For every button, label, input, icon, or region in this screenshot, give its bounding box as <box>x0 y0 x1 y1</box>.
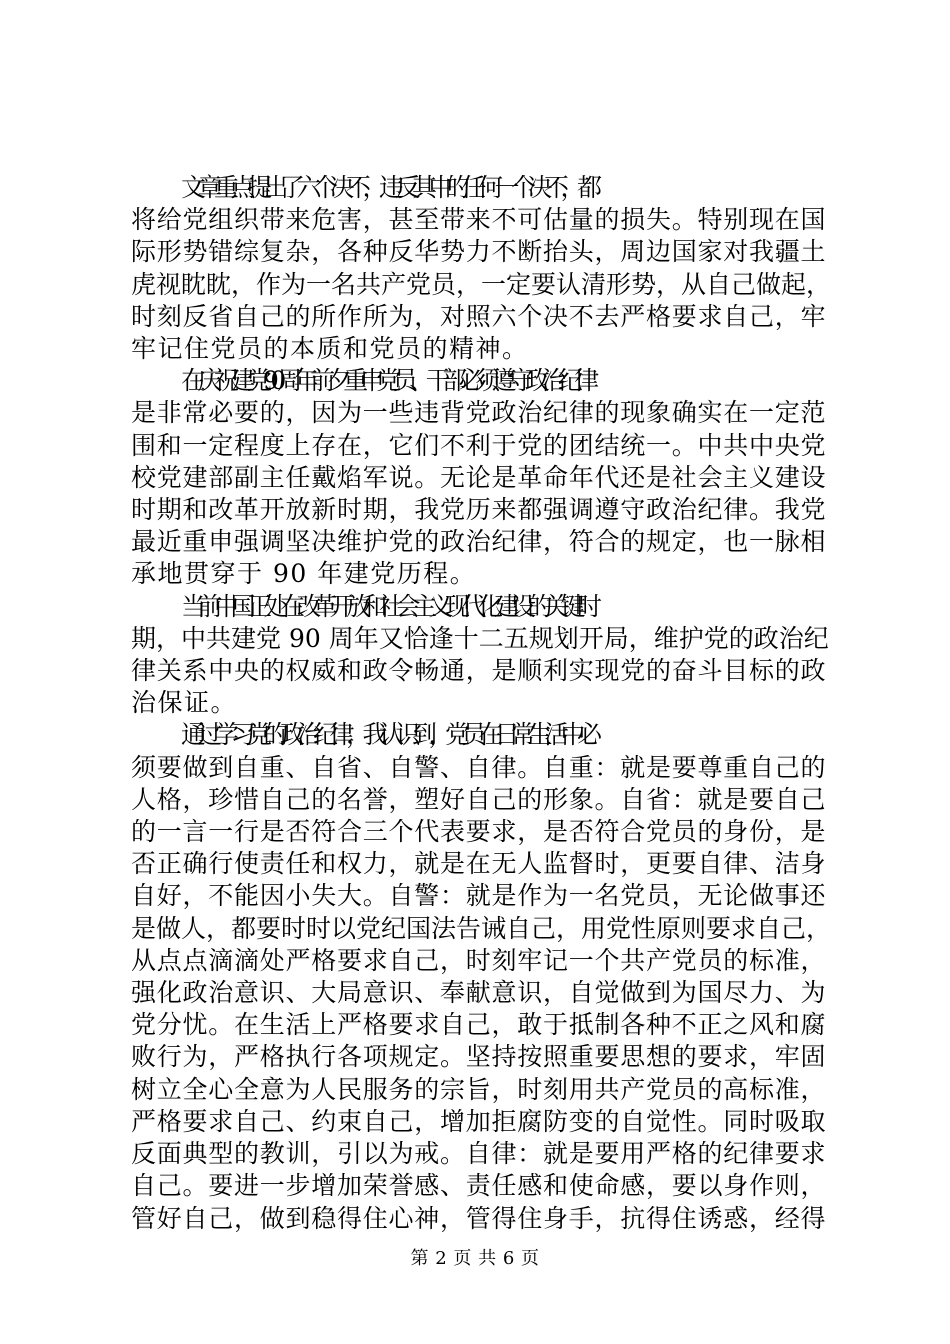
text-line: 是做人，都要时时以党纪国法告诫自己，用党性原则要求自己， <box>131 913 832 943</box>
paragraph-1 <box>131 172 831 365</box>
text-line: 党分忧。在生活上严格要求自己，敢于抵制各种不正之风和腐 <box>131 1010 827 1040</box>
text-line: 通过学习党的政治纪律，我认识到，党员在日常生活中必 <box>181 720 594 750</box>
text-line: 将给党组织带来危害，甚至带来不可估量的损失。特别现在国 <box>131 205 827 235</box>
text-line: 承地贯穿于 90 年建党历程。 <box>131 559 477 589</box>
text-line: 在庆祝建党 90 周年前夕重申党员、干部必须遵守政治纪律 <box>181 366 591 396</box>
text-line: 牢记住党员的本质和党员的精神。 <box>131 334 529 364</box>
text-line: 是非常必要的，因为一些违背党政治纪律的现象确实在一定范 <box>131 398 827 428</box>
text-line: 须要做到自重、自省、自警、自律。自重：就是要尊重自己的 <box>131 752 827 782</box>
text-line: 否正确行使责任和权力，就是在无人监督时，更要自律、洁身 <box>131 849 827 879</box>
text-line: 败行为，严格执行各项规定。坚持按照重要思想的要求，牢固 <box>131 1042 827 1072</box>
text-line: 严格要求自己、约束自己，增加拒腐防变的自觉性。同时吸取 <box>131 1106 827 1136</box>
text-line: 强化政治意识、大局意识、奉献意识，自觉做到为国尽力、为 <box>131 978 827 1008</box>
text-line: 期，中共建党 90 周年又恰逢十二五规划开局，维护党的政治纪 <box>131 623 829 653</box>
text-line: 反面典型的教训，引以为戒。自律：就是要用严格的纪律要求 <box>131 1139 827 1169</box>
text-line: 际形势错综复杂，各种反华势力不断抬头，周边国家对我疆土 <box>131 237 827 267</box>
document-body <box>131 172 831 1235</box>
paragraph-3 <box>131 591 831 720</box>
text-line: 人格，珍惜自己的名誉，塑好自己的形象。自省：就是要自己 <box>131 784 827 814</box>
page-number-footer: 第 2 页 共 6 页 <box>410 1248 540 1269</box>
text-line: 当前中国正处在改革开放和社会主义现代化建设的关键时 <box>181 591 594 621</box>
text-line: 校党建部副主任戴焰军说。无论是革命年代还是社会主义建设 <box>131 462 827 492</box>
text-line: 律关系中央的权威和政令畅通，是顺利实现党的奋斗目标的政 <box>131 656 827 686</box>
text-line: 自好，不能因小失大。自警：就是作为一名党员，无论做事还 <box>131 881 827 911</box>
text-line: 自己。要进一步增加荣誉感、责任感和使命感，要以身作则， <box>131 1171 827 1201</box>
text-line: 文章重点提出了六个决不，违反其中的任何一个决不，都 <box>181 173 594 202</box>
text-line: 树立全心全意为人民服务的宗旨，时刻用共产党员的高标准， <box>131 1074 827 1104</box>
text-line: 管好自己，做到稳得住心神，管得住身手，抗得住诱惑，经得 <box>131 1203 827 1233</box>
text-line: 围和一定程度上存在，它们不利于党的团结统一。中共中央党 <box>131 430 827 460</box>
text-line: 治保证。 <box>131 688 238 718</box>
paragraph-2 <box>131 365 831 590</box>
paragraph-4 <box>131 719 831 1234</box>
text-line: 的一言一行是否符合三个代表要求，是否符合党员的身份，是 <box>131 817 827 847</box>
text-line: 时刻反省自己的所作所为，对照六个决不去严格要求自己，牢 <box>131 301 827 331</box>
text-line: 最近重申强调坚决维护党的政治纪律，符合的规定，也一脉相 <box>131 527 827 557</box>
text-line: 时期和改革开放新时期，我党历来都强调遵守政治纪律。我党 <box>131 495 827 525</box>
text-line: 从点点滴滴处严格要求自己，时刻牢记一个共产党员的标准， <box>131 945 827 975</box>
text-line: 虎视眈眈，作为一名共产党员，一定要认清形势，从自己做起， <box>131 269 832 299</box>
